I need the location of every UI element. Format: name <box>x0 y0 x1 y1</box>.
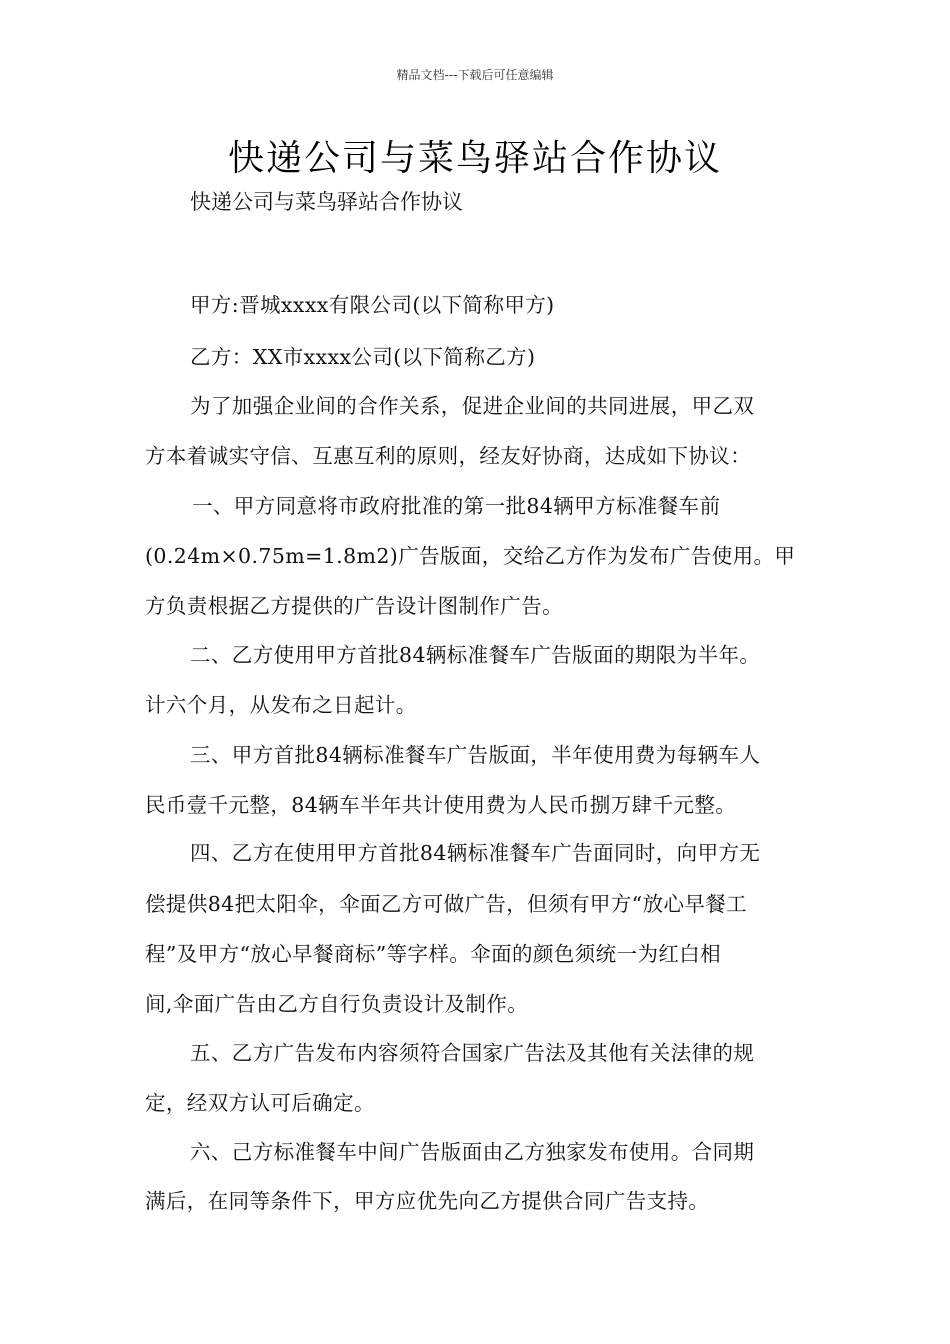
clause6-line-1: 六、己方标准餐车中间广告版面由乙方独家发布使用。合同期 <box>190 1140 755 1164</box>
intro-line-1: 为了加强企业间的合作关系，促进企业间的共同进展，甲乙双 <box>190 394 755 418</box>
clause5-line-2: 定，经双方认可后确定。 <box>145 1091 375 1115</box>
document-subtitle: 快递公司与菜鸟驿站合作协议 <box>190 190 463 214</box>
clause2-line-2: 计六个月，从发布之日起计。 <box>145 693 417 717</box>
party-a-line: 甲方:晋城xxxx有限公司(以下简称甲方) <box>190 293 555 317</box>
intro-line-2: 方本着诚实守信、互惠互利的原则，经友好协商，达成如下协议： <box>145 444 752 468</box>
clause1-line-3: 方负责根据乙方提供的广告设计图制作广告。 <box>145 594 563 618</box>
document-title: 快递公司与菜鸟驿站合作协议 <box>227 138 722 179</box>
party-b-line: 乙方：XX市xxxx公司(以下简称乙方) <box>190 345 536 369</box>
clause4-line-3: 程”及甲方“放心早餐商标”等字样。伞面的颜色须统一为红白相 <box>145 942 722 966</box>
clause1-line-1: 一、甲方同意将市政府批准的第一批84辆甲方标准餐车前 <box>192 494 721 518</box>
clause6-line-2: 满后，在同等条件下，甲方应优先向乙方提供合同广告支持。 <box>145 1189 710 1213</box>
clause4-line-1: 四、乙方在使用甲方首批84辆标准餐车广告面同时，向甲方无 <box>190 841 761 865</box>
clause2-line-1: 二、乙方使用甲方首批84辆标准餐车广告版面的期限为半年。 <box>190 643 761 667</box>
clause3-line-1: 三、甲方首批84辆标准餐车广告版面，半年使用费为每辆车人 <box>190 743 761 767</box>
page-header-note: 精品文档---下载后可任意编辑 <box>396 68 554 82</box>
clause4-line-4: 间,伞面广告由乙方自行负责设计及制作。 <box>145 992 529 1016</box>
clause4-line-2: 偿提供84把太阳伞，伞面乙方可做广告，但须有甲方“放心早餐工 <box>145 892 748 916</box>
clause3-line-2: 民币壹千元整，84辆车半年共计使用费为人民币捌万肆千元整。 <box>145 793 737 817</box>
clause1-line-2: (0.24m×0.75m=1.8m2)广告版面，交给乙方作为发布广告使用。甲 <box>145 544 796 568</box>
clause5-line-1: 五、乙方广告发布内容须符合国家广告法及其他有关法律的规 <box>190 1041 755 1065</box>
